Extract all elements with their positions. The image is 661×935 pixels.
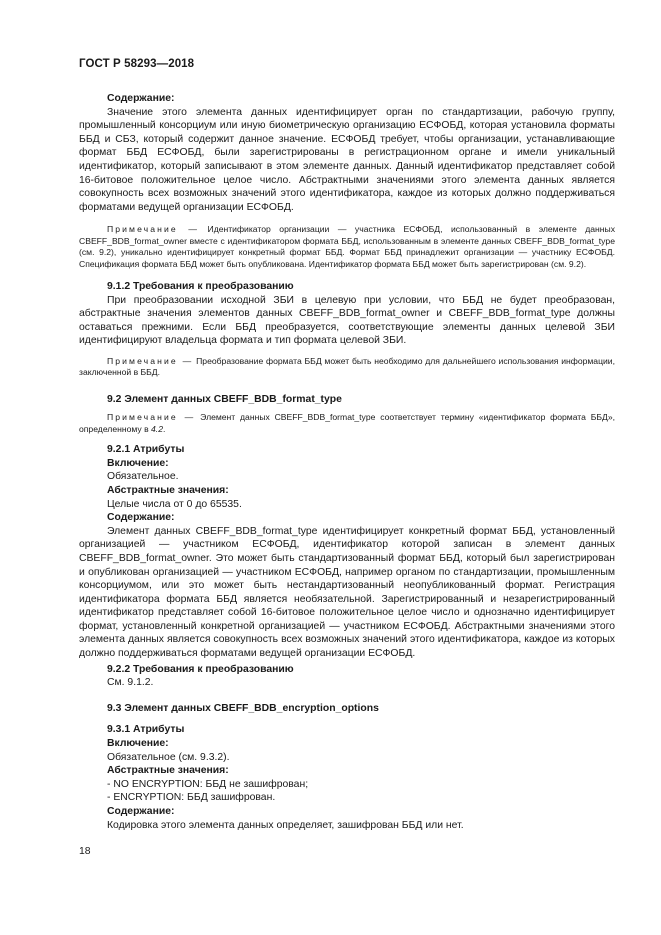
list-item: - NO ENCRYPTION: ББД не зашифрован;: [107, 778, 309, 790]
section-heading: 9.2.1 Атрибуты: [107, 444, 185, 456]
content-paragraph: Элемент данных CBEFF_BDB_format_type идентифицирует конкретный формат ББД, установленный организацией — участником ЕСФОБД, идентификатор которой записан в элемент данных CBEFF_BDB_format_owner. Это может быть стандартизованный формат ББД, который был зарегистрирован и опубликован организацией — участником ЕСФОБД, например органом по стандартизации, промышленным консорциумом, или это может быть нестандартизованный неопубликованный формат. Регистрация идентификатора формата ББД является необязательной. Зарегистрированный и незарегистрированный идентификатор представляет собой 16-битовое положительное целое число и однозначно идентифицирует формат, установленный конкретной организацией — участником ЕСФОБД. Абстрактными значениями этого элемента данных является совокупность всех возможных значений этого идентификатора, каждое из которых должно поддерживаться форматами ведущей организации ЕСФОБД.: [79, 525, 615, 660]
content-paragraph: Кодировка этого элемента данных определяет, зашифрован ББД или нет.: [107, 819, 464, 831]
page-number: 18: [79, 846, 91, 857]
section-heading: 9.3 Элемент данных CBEFF_BDB_encryption_options: [107, 702, 379, 714]
content-paragraph: Значение этого элемента данных идентифицирует орган по стандартизации, рабочую группу, промышленный консорциум или иную биометрическую организацию ЕСФОБД, которая установила форматы ББД и СБЗ, который содержит данное значение. ЕСФОБД требует, чтобы организации, устанавливающие формат ББД ЕСФОБД, были зарегистрированы в регистрационном органе и имели уникальный идентификатор, который записывают в этом элементе данных. Данный идентификатор представляет собой 16-битовое положительное целое число. Абстрактными значениями этого элемента данных является совокупность всех возможных значений этого идентификатора, каждое из которых должно поддерживаться форматами ведущей организации ЕСФОБД.: [79, 106, 615, 213]
page-header: ГОСТ Р 58293—2018: [79, 58, 195, 70]
list-item: - ENCRYPTION: ББД зашифрован.: [107, 792, 276, 804]
note-text: Преобразование формата ББД может быть необходимо для дальнейшего использования информации, заключенной в ББД.: [79, 355, 615, 378]
section-paragraph: См. 9.1.2.: [107, 677, 154, 689]
content-label: Содержание:: [107, 806, 175, 817]
section-heading: 9.2.2 Требования к преобразованию: [107, 663, 294, 675]
content-label: Содержание:: [107, 512, 175, 524]
note-paragraph: [79, 356, 615, 379]
section-paragraph: При преобразовании исходной ЗБИ в целевую при условии, что ББД не будет преобразован, абстрактные значения элементов данных CBEFF_BDB_format_owner и CBEFF_BDB_format_type должны оставаться прежними. Если ББД преобразуется, соответствующие элементы данных целевой ЗБИ идентифицируют владельца формата и тип формата целевой ЗБИ.: [79, 294, 615, 347]
content-label: Содержание:: [107, 93, 175, 104]
inclusion-value: Обязательное (см. 9.3.2).: [107, 751, 230, 763]
note-end: .: [162, 423, 166, 434]
note-paragraph: [79, 412, 615, 435]
note-text: Элемент данных CBEFF_BDB_format_type соответствует термину «идентификатор формата ББД», определенному в: [79, 412, 615, 434]
note-paragraph: [79, 224, 615, 270]
inclusion-label: Включение:: [107, 457, 169, 469]
inclusion-label: Включение:: [107, 738, 169, 750]
abstract-values-text: Целые числа от 0 до 65535.: [107, 498, 242, 510]
note-text: Идентификатор организации — участника ЕСФОБД, использованный в элементе данных CBEFF_BDB_format_owner вместе с идентификатором формата ББД, использованным в элементе данных CBEFF_BDB_format_type (см. 9.2), уникально идентифицирует конкретный формат ББД. Формат ББД принадлежит организации — участнику ЕСФОБД. Спецификация формата ББД может быть опубликована. Идентификатор формата ББД может быть зарегистрирован (см. 9.2).: [79, 224, 615, 269]
inclusion-value: Обязательное.: [107, 471, 179, 483]
note-label: Примечание —: [107, 224, 200, 235]
section-heading: 9.1.2 Требования к преобразованию: [107, 280, 294, 292]
note-label: Примечание —: [107, 355, 194, 366]
note-label: Примечание —: [107, 412, 196, 423]
section-heading: 9.2 Элемент данных CBEFF_BDB_format_type: [107, 393, 342, 405]
abstract-values-label: Абстрактные значения:: [107, 484, 229, 496]
note-reference: 4.2: [151, 423, 163, 434]
section-heading: 9.3.1 Атрибуты: [107, 724, 185, 736]
abstract-values-label: Абстрактные значения:: [107, 765, 229, 777]
